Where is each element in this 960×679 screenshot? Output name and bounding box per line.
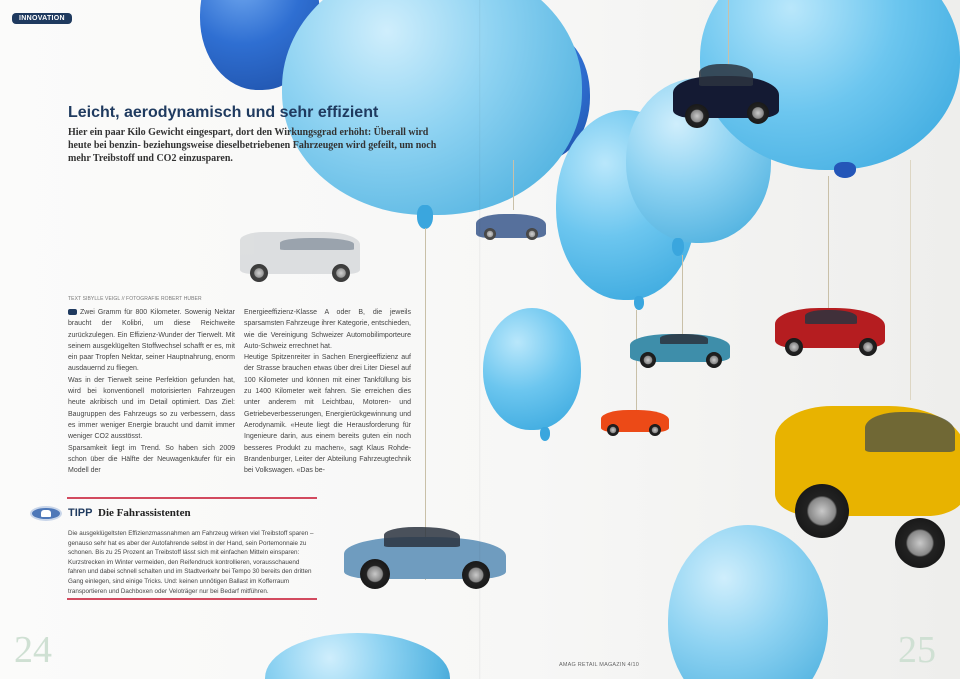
text-column-2	[244, 307, 411, 476]
magazine-footer: AMAG RETAIL MAGAZIN 4/10	[559, 662, 639, 668]
article-title: Leicht, aerodynamisch und sehr effizient	[68, 104, 379, 121]
toy-car-teal	[630, 330, 732, 370]
balloon-knot	[417, 205, 433, 229]
balloon-knot	[672, 238, 684, 256]
balloon-string	[828, 176, 829, 308]
toy-car-dark-blue	[673, 58, 781, 134]
tipp-text: Die ausgeklügeltsten Effizienzmassnahmen am Fahrzeug wirken viel Treibstoff sparen – genauso sehr hat es aber der Autofahrende selbst in der Hand, sein Portemonnaie zu schonen. Bis zu 25 Prozent an Treibstoff lässt sich mit einfachen Mitteln einsparen: Kurzstrecken im Winter vermeiden, den Reifendruck kontrollieren, vorausschauend fahren und dabei schnell schalten und im Stadtverkehr bei Tempo 30 bereits den dritten Gang einlegen, sind einige Tricks. Und: keinen unnötigen Ballast im Kofferraum transportieren und Dachboxen oder Veloträger nur bei Bedarf mitführen.	[68, 530, 314, 595]
balloon-knot	[634, 296, 644, 310]
page-gutter	[479, 0, 481, 679]
tipp-keyword: TIPP	[68, 507, 93, 519]
balloon-string	[910, 160, 911, 400]
paragraph-marker-icon	[68, 309, 77, 315]
toy-car-red	[775, 304, 887, 360]
article-lead: Hier ein paar Kilo Gewicht eingespart, dort den Wirkungsgrad erhöht: Überall wird heute bei benzin- beziehungsweise dieselbetriebenen Fahrzeugen wird gefeilt, um noch mehr Treibstoff und CO2 einzusparen.	[68, 127, 437, 164]
toy-car-white-van	[240, 226, 362, 284]
toy-car-light-blue	[344, 525, 508, 591]
tipp-title: Die Fahrassistenten	[98, 507, 191, 519]
balloon-string	[728, 0, 729, 64]
body-paragraph: Heutige Spitzenreiter in Sachen Energieeffizienz auf der Strasse brauchen etwas über drei Liter Diesel auf 100 Kilometer und können mit einer Tankfüllung bis zu 1400 Kilometer weit fahren. Sie erreichen dies unter anderem mit Leichtbau, Motoren- und Getriebeverbesserungen, Energierückgewinnung und Aerodynamik. «Heute liegt die Herausforderung für Ingenieure darin, aus einem bereits guten ein noch besseres Produkt zu machen», sagt Klaus Rohde-Brandenburger, Leiter der Abteilung Fahrzeugtechnik bei Volkswagen. «Das be-	[244, 354, 411, 475]
toy-car-blue-small	[476, 208, 546, 244]
section-tag: INNOVATION	[12, 13, 72, 24]
balloon-string	[513, 160, 514, 210]
balloon-bottom-center	[265, 633, 450, 679]
text-column-1	[68, 307, 235, 476]
balloon-knot	[540, 427, 550, 441]
tipp-rule-top	[67, 497, 317, 499]
car-badge-icon	[30, 506, 62, 521]
page-number-left: 24	[14, 629, 52, 671]
toy-car-orange	[601, 408, 671, 438]
body-paragraph: Energieeffizienz-Klasse A oder B, die jeweils sparsamsten Fahrzeuge ihrer Kategorie, entschieden, wie die Vereinigung Schweizer Automobilimporteure Auto-Schweiz errechnet hat.	[244, 309, 411, 350]
balloon-knot	[834, 162, 856, 178]
page-number-right: 25	[898, 629, 936, 671]
toy-car-yellow	[775, 398, 960, 583]
credits: TEXT SIBYLLE VEIGL // FOTOGRAFIE ROBERT HUBER	[68, 296, 202, 302]
tipp-rule-bottom	[67, 598, 317, 600]
body-paragraph: Sparsamkeit liegt im Trend. So haben sich 2009 schon über die Hälfte der Neuwagenkäufer für ein Modell der	[68, 444, 235, 475]
balloon-small-lower	[483, 308, 581, 430]
body-paragraph: Zwei Gramm für 800 Kilometer. Sowenig Nektar braucht der Kolibri, um diese Reichweite zurückzulegen. Ein Effizienz-Wunder der Tierwelt. Mit seinem ausgeklügelten Stoffwechsel schafft er es, mit ein paar Tropfen Nektar, seiner Hauptnahrung, enorm ausdauernd zu fliegen.	[68, 309, 235, 373]
body-paragraph: Was in der Tierwelt seine Perfektion gefunden hat, wird bei konventionell motorisierten Fahrzeugen heute akribisch und im Detail optimiert. Das Ziel: Baugruppen des Fahrzeugs so zu verbessern, dass es immer weniger Energie braucht und damit immer weniger CO2 ausstösst.	[68, 376, 235, 441]
